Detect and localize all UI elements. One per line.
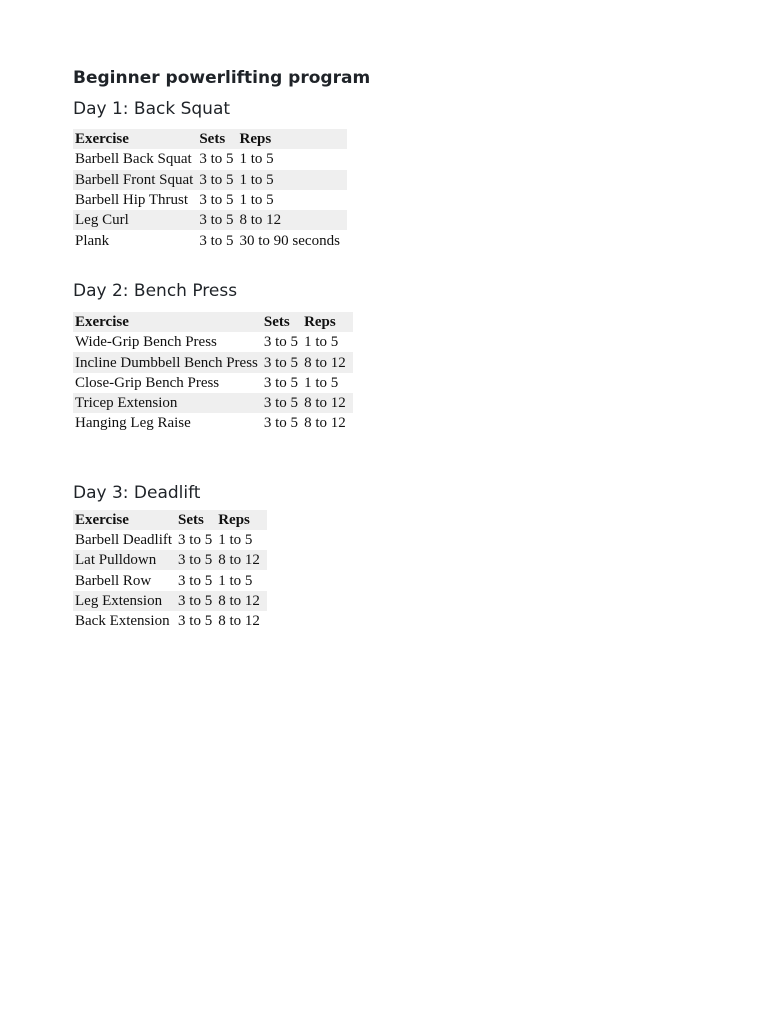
column-header-exercise: Exercise — [75, 131, 129, 148]
table-row — [73, 530, 267, 550]
reps-cell: 30 to 90 seconds — [239, 232, 340, 249]
reps-cell: 1 to 5 — [239, 192, 274, 209]
sets-cell: 3 to 5 — [263, 354, 299, 371]
reps-cell: 8 to 12 — [304, 395, 346, 412]
column-header-reps: Reps — [304, 313, 336, 330]
sets-cell: 3 to 5 — [178, 613, 213, 630]
sets-cell: 3 to 5 — [263, 395, 299, 412]
column-header-exercise: Exercise — [75, 511, 129, 528]
table-row — [73, 210, 347, 230]
reps-cell: 1 to 5 — [304, 334, 339, 351]
sets-cell: 3 to 5 — [178, 592, 213, 609]
table-row — [73, 352, 353, 372]
day-3-table — [73, 510, 267, 632]
exercise-cell: Leg Extension — [75, 592, 163, 609]
reps-cell: 1 to 5 — [239, 151, 274, 168]
column-header-sets: Sets — [178, 511, 204, 528]
table-row — [73, 591, 267, 611]
sets-cell: 3 to 5 — [263, 415, 299, 432]
sets-cell: 3 to 5 — [199, 212, 234, 229]
table-header-row — [73, 312, 353, 332]
exercise-cell: Hanging Leg Raise — [75, 415, 191, 432]
sets-cell: 3 to 5 — [199, 192, 234, 209]
day-2-title: Day 2: Bench Press — [73, 280, 238, 301]
reps-cell: 8 to 12 — [218, 613, 260, 630]
exercise-cell: Wide-Grip Bench Press — [75, 334, 217, 351]
reps-cell: 1 to 5 — [304, 374, 339, 391]
reps-cell: 1 to 5 — [218, 572, 253, 589]
exercise-cell: Barbell Back Squat — [75, 151, 192, 168]
exercise-cell: Barbell Deadlift — [75, 532, 173, 548]
table-row — [73, 170, 347, 190]
reps-cell: 8 to 12 — [239, 212, 282, 229]
sets-cell: 3 to 5 — [199, 232, 234, 249]
table-header-row — [73, 129, 347, 149]
document — [73, 66, 370, 631]
exercise-cell: Leg Curl — [75, 212, 129, 229]
sets-cell: 3 to 5 — [199, 151, 234, 168]
reps-cell: 8 to 12 — [304, 354, 346, 371]
table-row — [73, 332, 353, 352]
column-header-sets: Sets — [263, 313, 290, 330]
table-row — [73, 570, 267, 590]
sets-cell: 3 to 5 — [263, 334, 299, 351]
table-row — [73, 190, 347, 210]
day-1-table — [73, 129, 347, 251]
exercise-cell: Incline Dumbbell Bench Press — [75, 354, 258, 371]
sets-cell: 3 to 5 — [178, 552, 213, 569]
table-row — [73, 413, 353, 433]
reps-cell: 1 to 5 — [239, 171, 274, 188]
table-row — [73, 393, 353, 413]
day-1-title: Day 1: Back Squat — [73, 99, 231, 119]
reps-cell: 1 to 5 — [218, 532, 253, 548]
table-row — [73, 373, 353, 393]
exercise-cell: Plank — [75, 232, 110, 249]
reps-cell: 8 to 12 — [304, 415, 346, 432]
day-3-title: Day 3: Deadlift — [73, 482, 201, 503]
table-row — [73, 230, 347, 250]
exercise-cell: Barbell Front Squat — [75, 171, 194, 188]
sets-cell: 3 to 5 — [178, 572, 213, 589]
exercise-cell: Tricep Extension — [75, 395, 178, 412]
exercise-cell: Barbell Hip Thrust — [75, 192, 189, 209]
reps-cell: 8 to 12 — [218, 552, 260, 569]
table-row — [73, 611, 267, 631]
exercise-cell: Back Extension — [75, 613, 170, 630]
table-row — [73, 149, 347, 169]
column-header-sets: Sets — [199, 131, 226, 148]
document-title: Beginner powerlifting program — [73, 68, 371, 88]
table-header-row — [73, 510, 267, 530]
column-header-exercise: Exercise — [75, 313, 129, 330]
exercise-cell: Barbell Row — [75, 572, 152, 589]
table-row — [73, 550, 267, 570]
column-header-reps: Reps — [218, 511, 250, 528]
sets-cell: 3 to 5 — [199, 171, 234, 188]
reps-cell: 8 to 12 — [218, 592, 260, 609]
sets-cell: 3 to 5 — [178, 532, 213, 548]
day-2-table — [73, 312, 353, 434]
sets-cell: 3 to 5 — [263, 374, 299, 391]
exercise-cell: Lat Pulldown — [75, 552, 157, 569]
column-header-reps: Reps — [239, 131, 272, 148]
exercise-cell: Close-Grip Bench Press — [75, 374, 220, 391]
